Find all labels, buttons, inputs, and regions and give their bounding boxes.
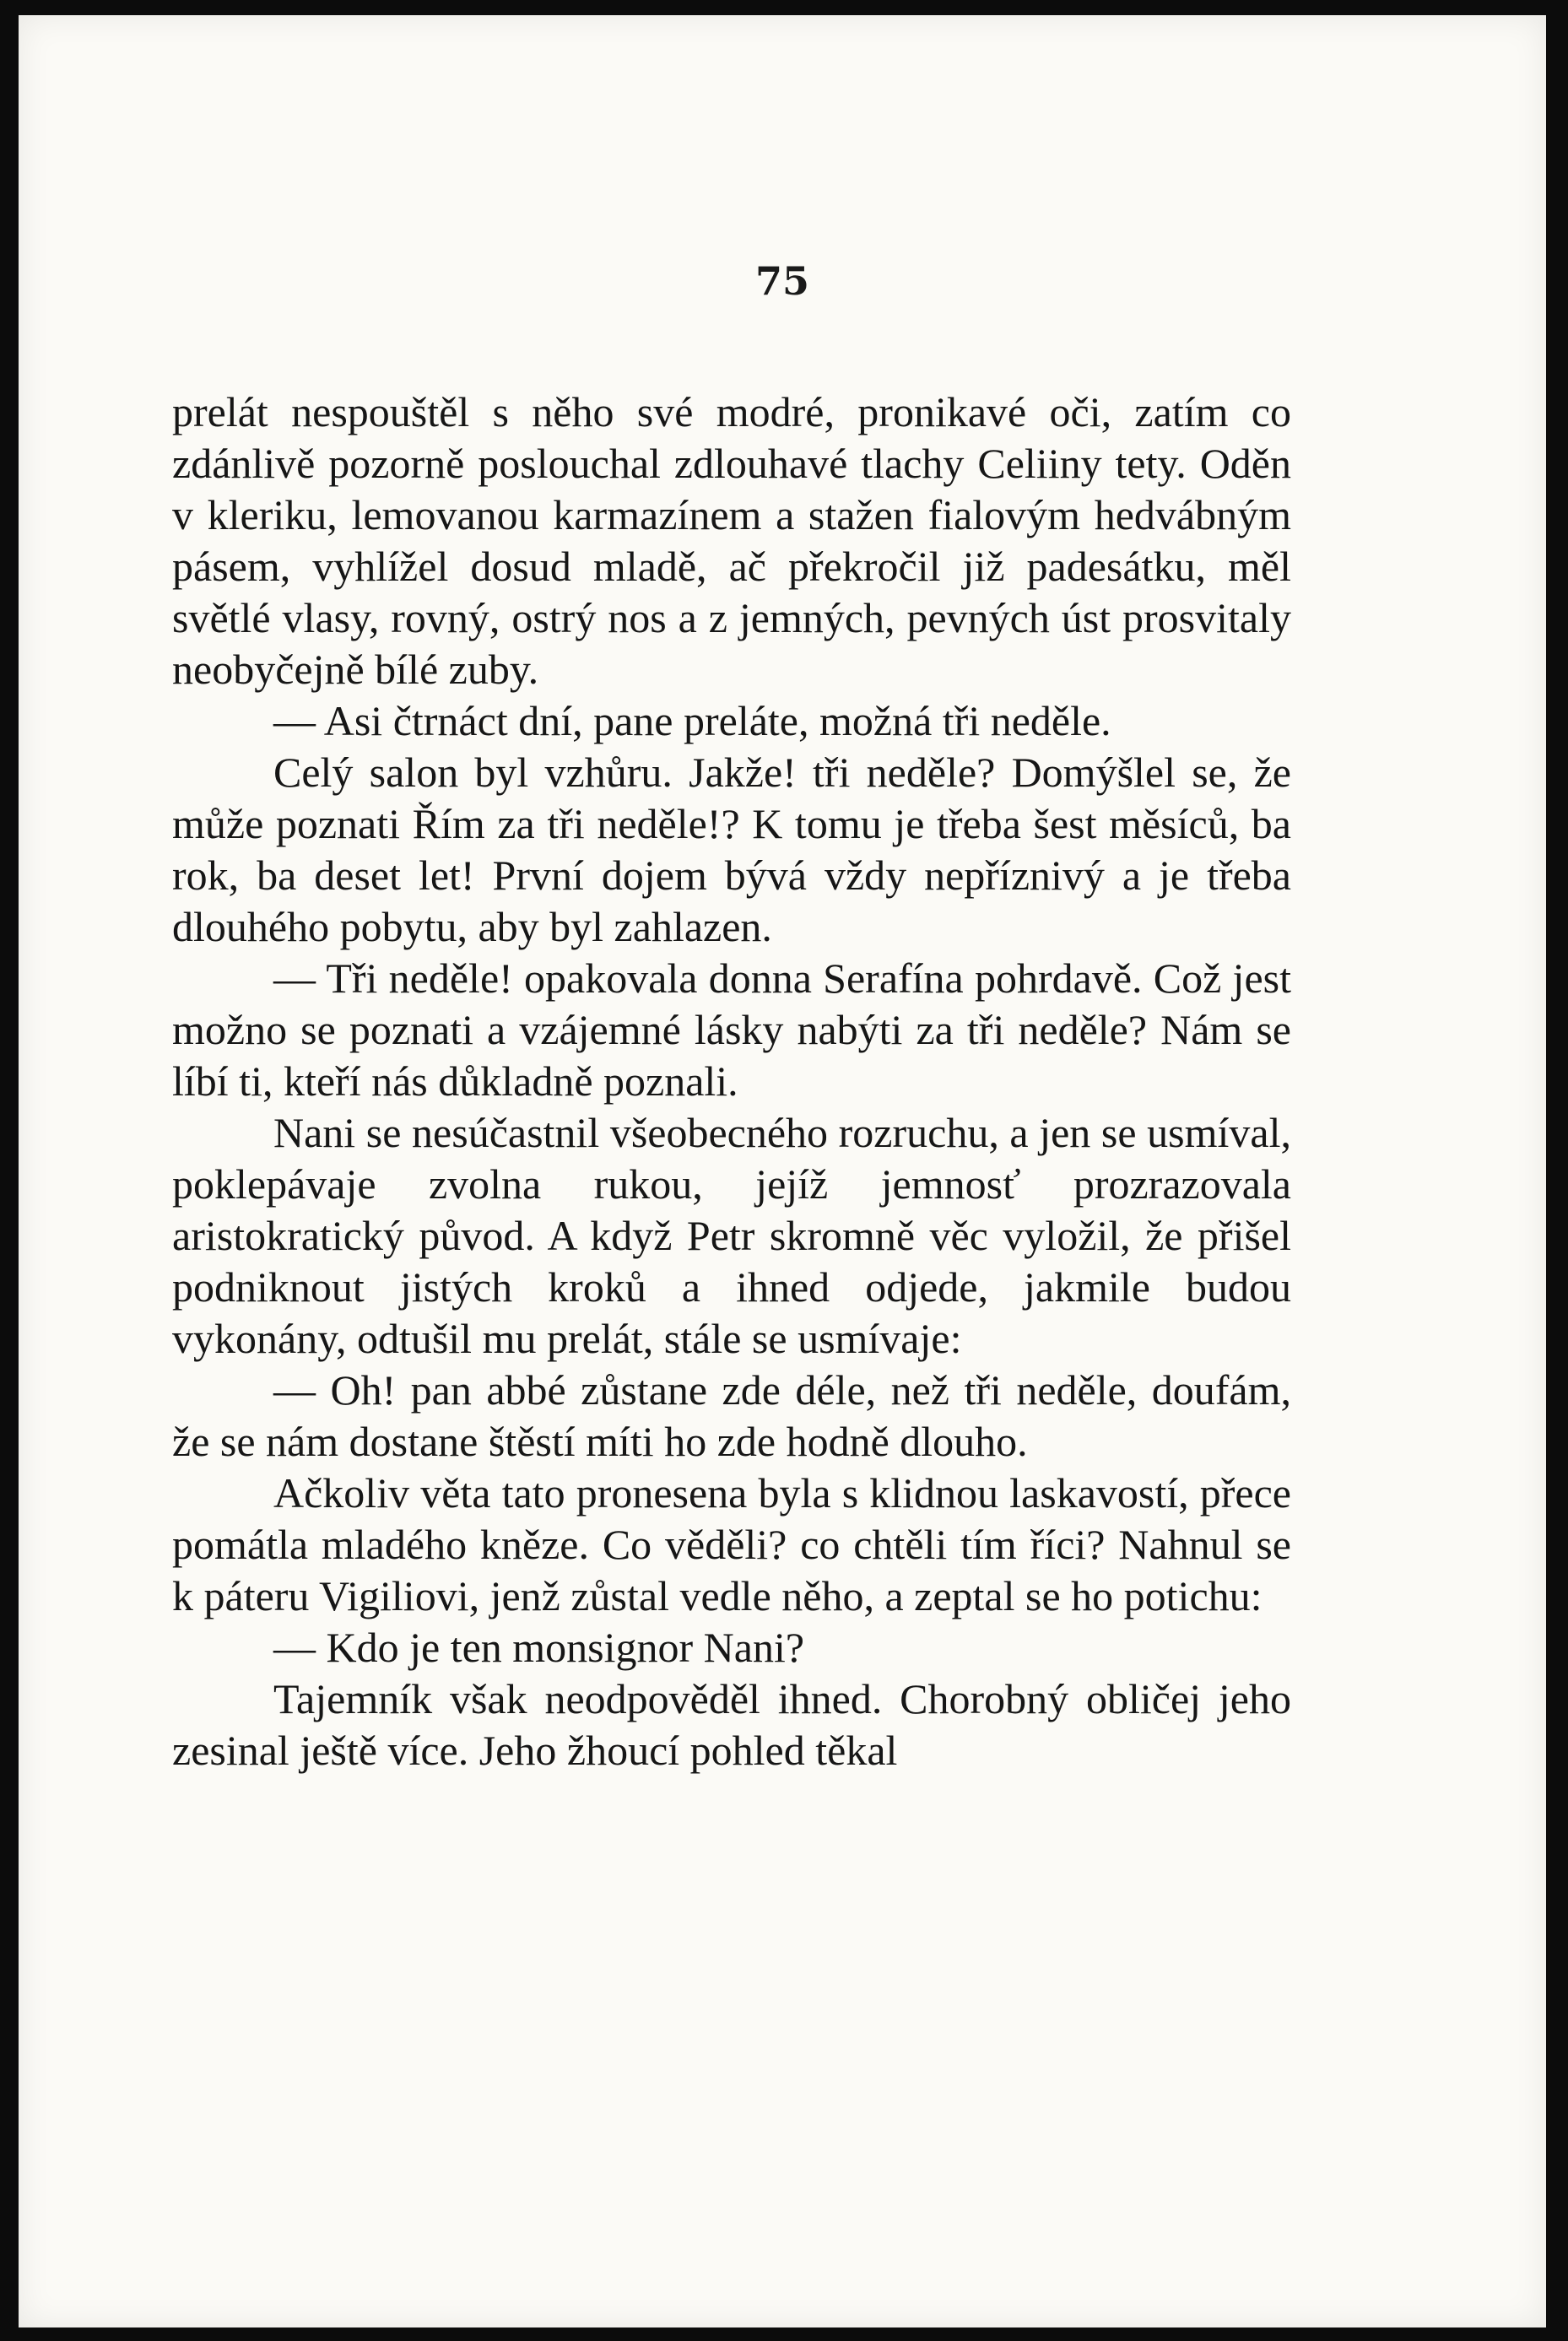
- paragraph: — Oh! pan abbé zůstane zde déle, než tři neděle, doufám, že se nám dostane štěstí míti ho zde hodně dlouho.: [172, 1366, 1291, 1465]
- body-text: [172, 387, 1291, 1776]
- paragraph: — Asi čtrnáct dní, pane preláte, možná tři neděle.: [273, 697, 1111, 744]
- paragraph: Tajemník však neodpověděl ihned. Chorobný obličej jeho zesinal ještě více. Jeho žhoucí pohled těkal: [172, 1675, 1291, 1774]
- paragraph: Nani se nesúčastnil všeobecného rozruchu, a jen se usmíval, poklepávaje zvolna rukou, jejíž jemnosť prozrazovala aristokratický původ. A když Petr skromně věc vyložil, že přišel podniknout jistých kroků a ihned odjede, jakmile budou vykonány, odtušil mu prelát, stále se usmívaje:: [172, 1109, 1291, 1362]
- book-page: [19, 15, 1546, 2327]
- paragraph: Celý salon byl vzhůru. Jakže! tři neděle? Domýšlel se, že může poznati Řím za tři neděle!? K tomu je třeba šest měsíců, ba rok, ba deset let! První dojem bývá vždy nepříznivý a je třeba dlouhého pobytu, aby byl zahlazen.: [172, 749, 1291, 950]
- paragraph: — Kdo je ten monsignor Nani?: [273, 1624, 805, 1671]
- paragraph: — Tři neděle! opakovala donna Serafína pohrdavě. Což jest možno se poznati a vzájemné lásky nabýti za tři neděle? Nám se líbí ti, kteří nás důkladně poznali.: [172, 954, 1291, 1105]
- page-number: 75: [754, 258, 809, 304]
- paragraph: prelát nespouštěl s něho své modré, pronikavé oči, zatím co zdánlivě pozorně poslouchal zdlouhavé tlachy Celiiny tety. Oděn v kleriku, lemovanou karmazínem a stažen fialovým hedvábným pásem, vyhlížel dosud mladě, ač překročil již padesátku, měl světlé vlasy, rovný, ostrý nos a z jemných, pevných úst prosvitaly neobyčejně bílé zuby.: [172, 388, 1291, 693]
- paragraph: Ačkoliv věta tato pronesena byla s klidnou laskavostí, přece pomátla mladého kněze. Co věděli? co chtěli tím říci? Nahnul se k páteru Vigiliovi, jenž zůstal vedle něho, a zeptal se ho potichu:: [172, 1469, 1291, 1619]
